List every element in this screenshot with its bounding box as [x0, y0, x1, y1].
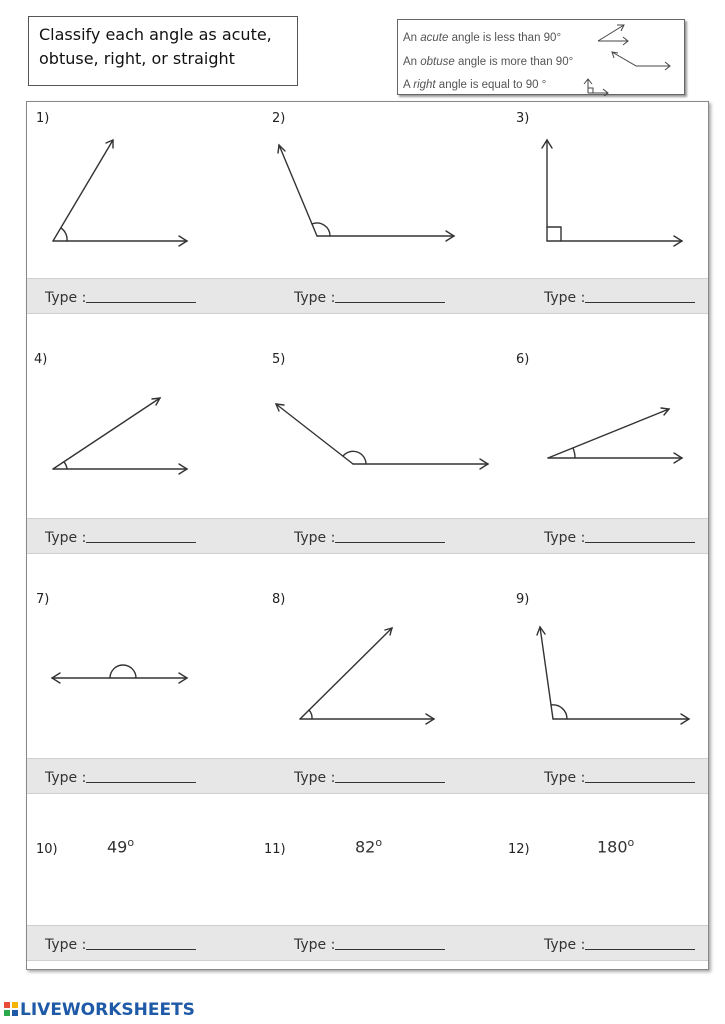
answer-blank[interactable]: [585, 288, 695, 303]
angle-measure-10: 49$^o$: [107, 836, 135, 857]
logo-icon: [4, 1002, 18, 1016]
answer-blank[interactable]: [335, 768, 445, 783]
type-field[interactable]: Type :: [45, 279, 196, 313]
question-number: 8): [272, 592, 286, 607]
answer-row: [27, 518, 708, 554]
type-field[interactable]: Type :: [45, 759, 196, 793]
acute-icon: [598, 25, 628, 45]
type-field[interactable]: Type :: [45, 926, 196, 960]
instructions-line-1: Classify each angle as acute,: [39, 25, 272, 44]
angle-9: [537, 627, 689, 724]
angle-8: [300, 628, 434, 724]
legend-acute: An acute angle is less than 90°: [403, 32, 562, 44]
answer-blank[interactable]: [86, 768, 196, 783]
type-field[interactable]: Type :: [294, 279, 445, 313]
type-field[interactable]: Type :: [544, 759, 695, 793]
angle-2: [278, 145, 454, 241]
answer-blank[interactable]: [335, 288, 445, 303]
answer-row: [27, 278, 708, 314]
answer-blank[interactable]: [585, 935, 695, 950]
angle-4: [53, 398, 187, 474]
angle-legend: [397, 19, 685, 95]
instructions-box: [28, 16, 298, 86]
answer-row: [27, 925, 708, 961]
angle-1: [53, 140, 187, 246]
type-field[interactable]: Type :: [294, 926, 445, 960]
angle-3: [542, 140, 682, 246]
logo-text: LIVEWORKSHEETS: [20, 1000, 195, 1020]
obtuse-icon: [612, 52, 670, 70]
answer-blank[interactable]: [86, 935, 196, 950]
type-field[interactable]: Type :: [544, 519, 695, 553]
answer-blank[interactable]: [585, 768, 695, 783]
type-field[interactable]: Type :: [294, 759, 445, 793]
right-angle-icon: [584, 79, 608, 96]
answer-blank[interactable]: [335, 935, 445, 950]
question-number: 3): [516, 111, 530, 126]
answer-row: [27, 758, 708, 794]
type-field[interactable]: Type :: [544, 279, 695, 313]
liveworksheets-logo[interactable]: [4, 1000, 195, 1020]
legend-right: A right angle is equal to 90 °: [403, 79, 547, 91]
angle-7: [52, 665, 187, 683]
question-number: 1): [36, 111, 50, 126]
question-number: 4): [34, 352, 48, 367]
angle-measure-12: 180$^o$: [597, 836, 635, 857]
worksheet: [26, 101, 709, 970]
question-number: 11): [264, 842, 286, 857]
legend-obtuse: An obtuse angle is more than 90°: [403, 56, 574, 68]
answer-blank[interactable]: [86, 528, 196, 543]
answer-blank[interactable]: [585, 528, 695, 543]
angle-measure-11: 82$^o$: [355, 836, 383, 857]
type-field[interactable]: Type :: [294, 519, 445, 553]
question-number: 7): [36, 592, 50, 607]
question-number: 2): [272, 111, 286, 126]
answer-blank[interactable]: [335, 528, 445, 543]
angle-5: [276, 404, 488, 469]
question-number: 9): [516, 592, 530, 607]
question-number: 10): [36, 842, 58, 857]
legend-angle-icons: [398, 20, 686, 96]
angle-6: [548, 408, 682, 463]
question-number: 12): [508, 842, 530, 857]
type-field[interactable]: Type :: [544, 926, 695, 960]
instructions-line-2: obtuse, right, or straight: [39, 49, 235, 68]
type-field[interactable]: Type :: [45, 519, 196, 553]
question-number: 5): [272, 352, 286, 367]
question-number: 6): [516, 352, 530, 367]
answer-blank[interactable]: [86, 288, 196, 303]
